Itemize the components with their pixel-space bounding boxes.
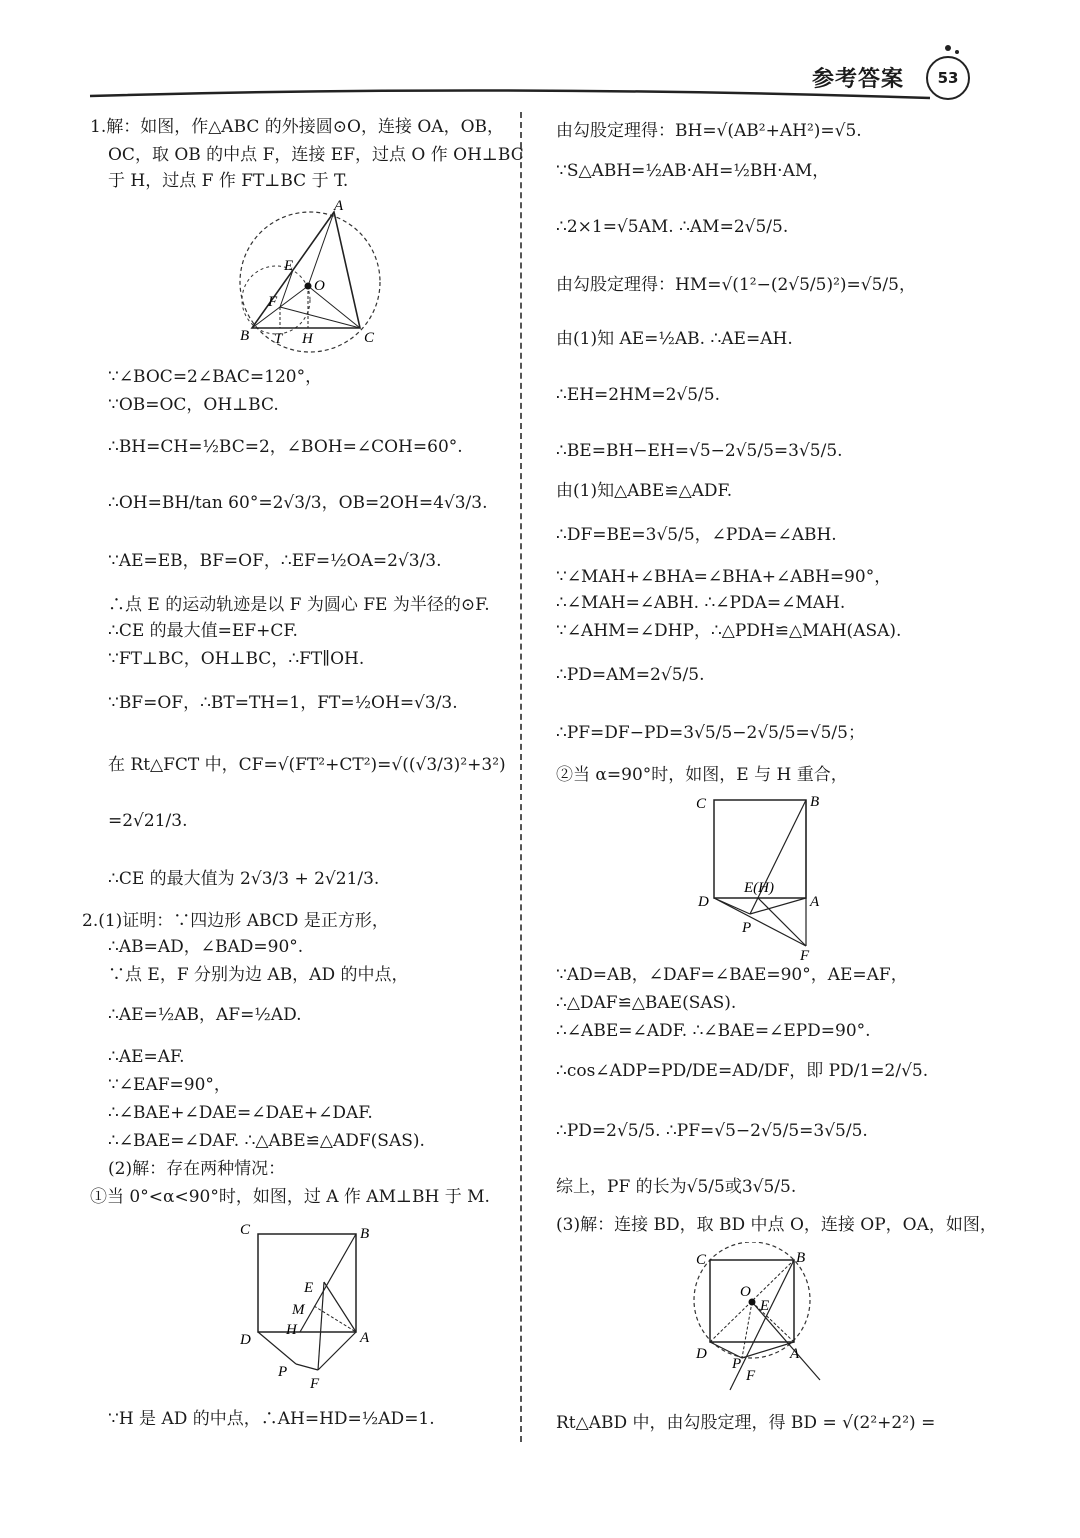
label-F: F: [310, 1376, 320, 1392]
text-line: ∴∠ABE=∠ADF. ∴∠BAE=∠EPD=90°.: [556, 1021, 871, 1041]
page-number: 53: [926, 56, 970, 100]
label-E: E: [304, 1280, 314, 1296]
label-P: P: [278, 1364, 288, 1380]
text-line: ∵H 是 AD 的中点，∴AH=HD=½AD=1.: [108, 1409, 435, 1429]
label-E: E: [284, 258, 294, 274]
text-line: ∵AD=AB，∠DAF=∠BAE=90°，AE=AF，: [556, 965, 908, 985]
text-line: ∵OB=OC，OH⊥BC.: [108, 395, 279, 415]
label-H: H: [302, 331, 313, 347]
text-line: 2.(1)证明：∵四边形 ABCD 是正方形，: [82, 911, 389, 931]
text-line: ∵∠AHM=∠DHP，∴△PDH≌△MAH(ASA).: [556, 621, 902, 641]
text-line: ∵S△ABH=½AB·AH=½BH·AM，: [556, 161, 830, 181]
figure-circumcircle: [230, 200, 390, 356]
text-line: ∴OH=BH/tan 60°=2√3/3，OB=2OH=4√3/3.: [108, 493, 488, 513]
label-O: O: [740, 1284, 751, 1300]
label-C: C: [696, 1252, 707, 1268]
text-line: ∴PD=AM=2√5/5.: [556, 665, 705, 685]
label-F: F: [800, 948, 810, 960]
text-line: ∴AE=AF.: [108, 1047, 185, 1067]
text-line: ∵BF=OF，∴BT=TH=1，FT=½OH=√3/3.: [108, 693, 458, 713]
label-B: B: [796, 1250, 806, 1266]
label-B: B: [360, 1226, 370, 1242]
label-C: C: [364, 330, 375, 346]
text-line: (2)解：存在两种情况：: [108, 1159, 286, 1179]
text-line: ∴2×1=√5AM. ∴AM=2√5/5.: [556, 217, 789, 237]
text-line: ∴cos∠ADP=PD/DE=AD/DF，即 PD/1=2/√5.: [556, 1061, 929, 1081]
text-line: 于 H，过点 F 作 FT⊥BC 于 T.: [108, 171, 349, 191]
header-title: 参考答案: [812, 67, 905, 92]
text-line: ①当 0°<α<90°时，如图，过 A 作 AM⊥BH 于 M.: [90, 1187, 490, 1207]
text-line: ∴∠BAE=∠DAF. ∴△ABE≌△ADF(SAS).: [108, 1131, 425, 1151]
label-M: M: [292, 1302, 305, 1318]
figure-square-case1: [240, 1216, 380, 1396]
text-line: ∴点 E 的运动轨迹是以 F 为圆心 FE 为半径的⊙F.: [108, 595, 490, 615]
label-P: P: [732, 1356, 742, 1372]
label-D: D: [698, 894, 709, 910]
text-line: ∴AE=½AB，AF=½AD.: [108, 1005, 302, 1025]
label-A: A: [810, 894, 820, 910]
label-E-H: E(H): [744, 880, 774, 896]
text-line: ∴EH=2HM=2√5/5.: [556, 385, 720, 405]
text-line: (3)解：连接 BD，取 BD 中点 O，连接 OP，OA，如图，: [556, 1215, 997, 1235]
text-line: ②当 α=90°时，如图，E 与 H 重合，: [556, 765, 848, 785]
text-line: 由(1)知 AE=½AB. ∴AE=AH.: [556, 329, 793, 349]
label-E: E: [760, 1298, 770, 1314]
text-line: OC，取 OB 的中点 F，连接 EF，过点 O 作 OH⊥BC: [108, 145, 524, 165]
text-line: ∴AB=AD，∠BAD=90°.: [108, 937, 304, 957]
figure-square-part3: [680, 1242, 830, 1404]
label-B: B: [240, 328, 250, 344]
label-A: A: [360, 1330, 370, 1346]
text-line: ∵∠MAH+∠BHA=∠BHA+∠ABH=90°，: [556, 567, 892, 587]
label-C: C: [240, 1222, 251, 1238]
label-F: F: [268, 294, 278, 310]
text-line: ∴DF=BE=3√5/5，∠PDA=∠ABH.: [556, 525, 837, 545]
column-divider: [520, 112, 522, 1442]
text-line: ∴BE=BH−EH=√5−2√5/5=3√5/5.: [556, 441, 843, 461]
label-B: B: [810, 794, 820, 810]
text-line: ∴BH=CH=½BC=2，∠BOH=∠COH=60°.: [108, 437, 463, 457]
text-line: 在 Rt△FCT 中，CF=√(FT²+CT²)=√((√3/3)²+3²): [108, 755, 506, 775]
header-rule: [0, 0, 1080, 120]
label-D: D: [240, 1332, 251, 1348]
label-D: D: [696, 1346, 707, 1362]
text-line: 由(1)知△ABE≌△ADF.: [556, 481, 733, 501]
label-A: A: [334, 200, 344, 214]
figure-square-case2: [692, 788, 842, 960]
label-T: T: [274, 331, 283, 347]
text-line: ∴PF=DF−PD=3√5/5−2√5/5=√5/5；: [556, 723, 865, 743]
text-line: ∴CE 的最大值为 2√3/3 + 2√21/3.: [108, 869, 380, 889]
text-line: ∵FT⊥BC，OH⊥BC，∴FT∥OH.: [108, 649, 365, 669]
label-C: C: [696, 796, 707, 812]
text-line: =2√21/3.: [108, 811, 188, 831]
label-A: A: [790, 1346, 800, 1362]
text-line: ∵∠BOC=2∠BAC=120°，: [108, 367, 323, 387]
text-line: 由勾股定理得：HM=√(1²−(2√5/5)²)=√5/5，: [556, 275, 916, 295]
text-line: ∵∠EAF=90°，: [108, 1075, 231, 1095]
label-F: F: [746, 1368, 756, 1384]
label-O: O: [314, 278, 325, 294]
text-line: ∴PD=2√5/5. ∴PF=√5−2√5/5=3√5/5.: [556, 1121, 868, 1141]
text-line: 由勾股定理得：BH=√(AB²+AH²)=√5.: [556, 121, 862, 141]
text-line: ∴△DAF≌△BAE(SAS).: [556, 993, 737, 1013]
text-line: ∵点 E，F 分别为边 AB，AD 的中点，: [108, 965, 409, 985]
text-line: ∴CE 的最大值=EF+CF.: [108, 621, 298, 641]
label-P: P: [742, 920, 752, 936]
text-line: ∴∠MAH=∠ABH. ∴∠PDA=∠MAH.: [556, 593, 846, 613]
text-line: 综上，PF 的长为√5/5或3√5/5.: [556, 1177, 797, 1197]
text-line: Rt△ABD 中，由勾股定理，得 BD = √(2²+2²) =: [556, 1413, 936, 1433]
text-line: ∴∠BAE+∠DAE=∠DAE+∠DAF.: [108, 1103, 373, 1123]
text-line: 1.解：如图，作△ABC 的外接圆⊙O，连接 OA，OB，: [90, 117, 505, 137]
text-line: ∵AE=EB，BF=OF，∴EF=½OA=2√3/3.: [108, 551, 442, 571]
label-H: H: [286, 1322, 297, 1338]
